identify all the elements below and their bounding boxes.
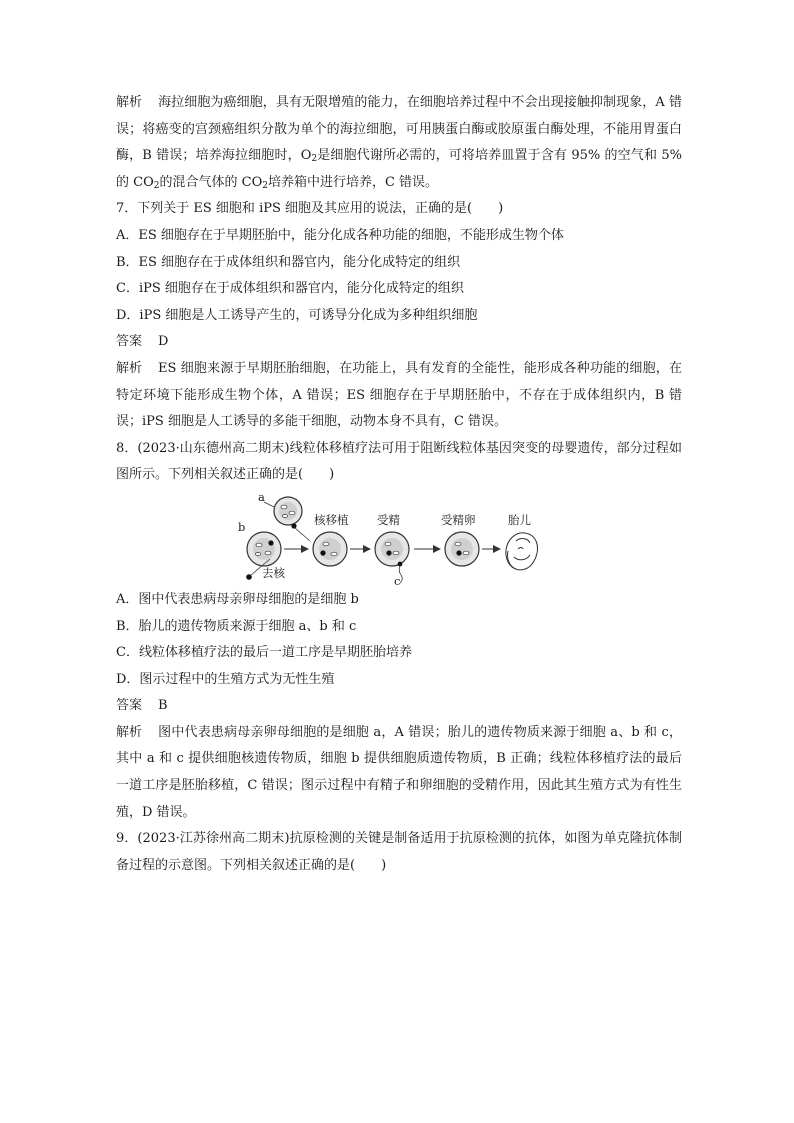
answer-value: D [158,334,169,350]
mitochondria-transfer-figure [116,489,682,588]
transfer-leader [295,528,310,541]
cell-reconstructed [313,532,347,566]
q8-option-a: A．图中代表患病母亲卵母细胞的是细胞 b [116,591,359,607]
answer-value: B [158,698,168,714]
label-transfer: 核移植 [314,512,349,527]
analysis-label: 解析 [116,724,143,740]
q7-analysis [116,356,682,436]
q8-option-d: D．图示过程中的生殖方式为无性生殖 [116,671,335,687]
page-content [116,90,682,879]
q9-stem: 9．(2023·江苏徐州高二期末)抗原检测的关键是制备适用于抗原检测的抗体，如图为单克隆抗体制备过程的示意图。下列相关叙述正确的是( ) [116,831,682,873]
q7-option-c: C．iPS 细胞存在于成体组织和器官内，能分化成特定的组织 [116,281,464,297]
q6-analysis-text-1: 海拉细胞为癌细胞，具有无限增殖的能力，在细胞培养过程中不会出现接触抑制现象，A 错误；将癌变的宫颈癌组织分散为单个的海拉细胞，可用胰蛋白酶或胶原蛋白酶处理，不能用胃蛋白酶，B 错误；培养海拉细胞时，O [116,95,682,164]
cell-b [247,532,281,566]
label-b: b [238,519,246,534]
cell-a [274,497,302,525]
label-enucleate: 去核 [262,565,285,580]
label-zygote: 受精卵 [441,512,476,527]
q8-option-c: C．线粒体移植疗法的最后一道工序是早期胚胎培养 [116,645,412,661]
q8-analysis [116,720,682,826]
cell-fertilization [375,532,409,566]
q8-answer [116,693,682,720]
q7-option-d: D．iPS 细胞是人工诱导产生的，可诱导分化成为多种组织细胞 [116,307,478,323]
q7-stem: 7．下列关于 ES 细胞和 iPS 细胞及其应用的说法，正确的是( ) [116,201,504,217]
fetus-icon [506,533,538,570]
q6-analysis [116,90,682,196]
q8-analysis-text: 图中代表患病母亲卵母细胞的是细胞 a，A 错误；胎儿的遗传物质来源于细胞 a、b 和 c，其中 a 和 c 提供细胞核遗传物质，细胞 b 提供细胞质遗传物质，B 正确；线粒体移植疗法的最后一道工序是胚胎移植，C 错误；图示过程中有精子和卵细胞的受精作用，因此其生殖方式为有性生殖，D 错误。 [116,724,682,820]
q6-analysis-text-4: 培养箱中进行培养，C 错误。 [267,174,439,190]
label-a: a [258,489,265,504]
q8-stem: 8．(2023·山东德州高二期末)线粒体移植疗法可用于阻断线粒体基因突变的母婴遗传，部分过程如图所示。下列相关叙述正确的是( ) [116,440,682,483]
o2-subscript: 2 [311,154,318,165]
q7-answer [116,329,682,356]
q7-option-b: B．ES 细胞存在于成体组织和器官内，能分化成特定的组织 [116,254,461,270]
analysis-label: 解析 [116,95,143,110]
co2-subscript: 2 [153,180,160,191]
answer-label: 答案 [116,334,143,350]
q8-option-b: B．胎儿的遗传物质来源于细胞 a、b 和 c [116,618,357,634]
q6-analysis-text-2: 是细胞代谢所必需的，可将培养皿置于含有 95% 的空气和 5% 的 CO [116,148,683,190]
label-c: c [394,573,401,588]
analysis-label: 解析 [116,360,143,376]
q7-option-a: A．ES 细胞存在于早期胚胎中，能分化成各种功能的细胞，不能形成生物个体 [116,227,564,243]
co2-subscript-2: 2 [262,180,268,191]
q6-analysis-text-3: 的混合气体的 CO [159,174,263,190]
removed-nucleus-icon [246,574,252,580]
label-fetus: 胎儿 [508,512,531,527]
cell-zygote [445,532,479,566]
q7-analysis-text: ES 细胞来源于早期胚胎细胞，在功能上，具有发育的全能性，能形成各种功能的细胞，在特定环境下能形成生物个体，A 错误；ES 细胞存在于早期胚胎中，不存在于成体组织内，B 错误；iPS 细胞是人工诱导的多能干细胞，动物本身不具有，C 错误。 [116,360,682,430]
transferred-nucleus-icon [291,523,296,528]
answer-label: 答案 [116,698,143,714]
label-fertilize: 受精 [377,512,400,527]
process-diagram [238,489,554,588]
leader-a [264,502,274,507]
